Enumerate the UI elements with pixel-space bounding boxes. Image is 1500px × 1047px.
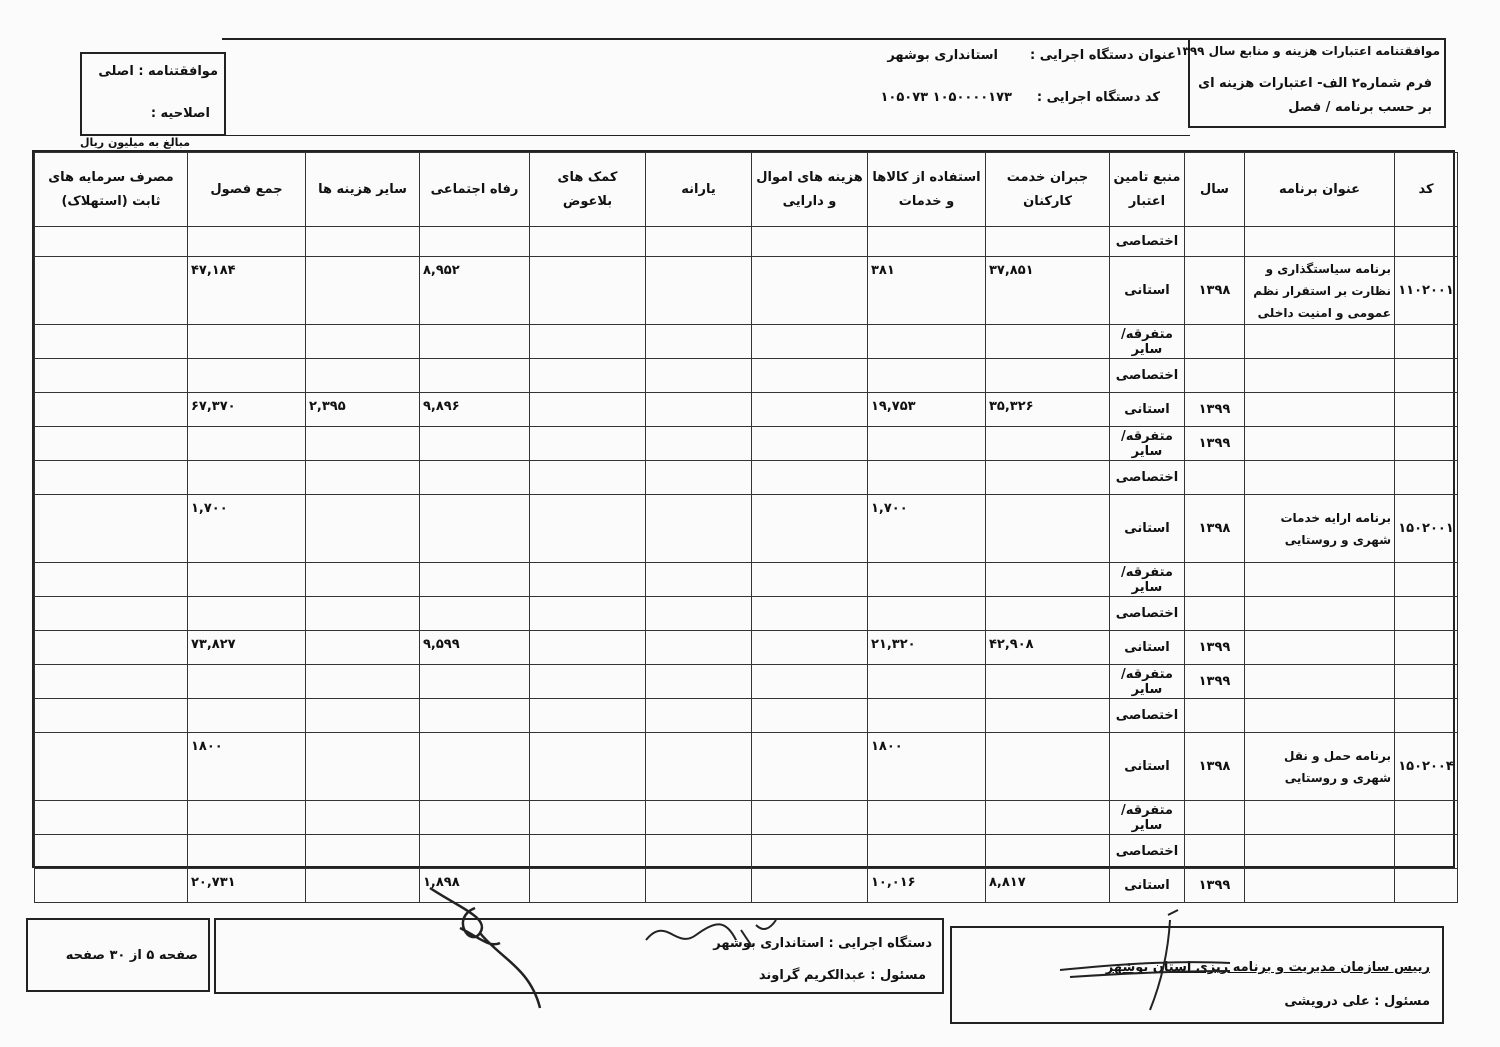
cell-other-expenses bbox=[306, 325, 420, 359]
cell-depreciation bbox=[35, 733, 188, 801]
cell-program-title bbox=[1245, 563, 1395, 597]
header-code: کد bbox=[1395, 153, 1458, 227]
table-row bbox=[35, 359, 1458, 393]
cell-other-expenses bbox=[306, 563, 420, 597]
cell-funding-source: اختصاصی bbox=[1110, 597, 1185, 631]
cell-funding-source: استانی bbox=[1110, 869, 1185, 903]
header-total: جمع فصول bbox=[188, 153, 306, 227]
cell-total bbox=[188, 597, 306, 631]
cell-social-welfare bbox=[420, 699, 530, 733]
cell-property-expenses bbox=[752, 495, 868, 563]
cell-grants bbox=[530, 393, 646, 427]
handwritten-signature-1 bbox=[420, 878, 570, 1018]
cell-other-expenses: ۲,۳۹۵ bbox=[306, 393, 420, 427]
cell-program-title: برنامه ارایه خدمات شهری و روستایی bbox=[1245, 495, 1395, 563]
cell-year: ۱۳۹۹ bbox=[1185, 393, 1245, 427]
cell-grants bbox=[530, 665, 646, 699]
cell-program-title bbox=[1245, 665, 1395, 699]
cell-total bbox=[188, 461, 306, 495]
cell-staff-compensation bbox=[986, 835, 1110, 869]
cell-property-expenses bbox=[752, 359, 868, 393]
cell-depreciation bbox=[35, 801, 188, 835]
cell-goods-services bbox=[868, 325, 986, 359]
cell-other-expenses bbox=[306, 801, 420, 835]
cell-year bbox=[1185, 563, 1245, 597]
cell-year bbox=[1185, 359, 1245, 393]
cell-code bbox=[1395, 563, 1458, 597]
cell-code bbox=[1395, 359, 1458, 393]
cell-funding-source: متفرقه/سایر bbox=[1110, 427, 1185, 461]
cell-grants bbox=[530, 427, 646, 461]
cell-subsidy bbox=[646, 733, 752, 801]
cell-staff-compensation: ۳۵,۳۲۶ bbox=[986, 393, 1110, 427]
table-row bbox=[35, 733, 1458, 801]
cell-goods-services bbox=[868, 227, 986, 257]
org-code-label: کد دستگاه اجرایی : bbox=[1036, 90, 1160, 105]
cell-code bbox=[1395, 665, 1458, 699]
header-property-expenses: هزینه های اموال و دارایی bbox=[752, 153, 868, 227]
page-number-box bbox=[26, 918, 210, 992]
cell-program-title bbox=[1245, 835, 1395, 869]
cell-grants bbox=[530, 597, 646, 631]
form-title-box bbox=[1175, 38, 1446, 128]
cell-depreciation bbox=[35, 869, 188, 903]
cell-grants bbox=[530, 227, 646, 257]
cell-subsidy bbox=[646, 665, 752, 699]
cell-year bbox=[1185, 801, 1245, 835]
page-number: صفحه ۵ از ۳۰ صفحه bbox=[65, 948, 198, 963]
cell-staff-compensation: ۸,۸۱۷ bbox=[986, 869, 1110, 903]
cell-total bbox=[188, 325, 306, 359]
table-row bbox=[35, 495, 1458, 563]
cell-total: ۷۳,۸۲۷ bbox=[188, 631, 306, 665]
planning-head-responsible: مسئول : علی درویشی bbox=[1284, 994, 1430, 1009]
cell-property-expenses bbox=[752, 801, 868, 835]
cell-other-expenses bbox=[306, 699, 420, 733]
cell-depreciation bbox=[35, 665, 188, 699]
cell-goods-services bbox=[868, 699, 986, 733]
cell-goods-services bbox=[868, 563, 986, 597]
cell-property-expenses bbox=[752, 461, 868, 495]
cell-program-title bbox=[1245, 597, 1395, 631]
cell-staff-compensation bbox=[986, 801, 1110, 835]
cell-depreciation bbox=[35, 227, 188, 257]
cell-social-welfare bbox=[420, 665, 530, 699]
cell-goods-services bbox=[868, 835, 986, 869]
cell-other-expenses bbox=[306, 495, 420, 563]
cell-property-expenses bbox=[752, 733, 868, 801]
cell-social-welfare bbox=[420, 359, 530, 393]
table-row bbox=[35, 801, 1458, 835]
cell-subsidy bbox=[646, 563, 752, 597]
cell-year bbox=[1185, 699, 1245, 733]
header-other-expenses: سایر هزینه ها bbox=[306, 153, 420, 227]
cell-program-title bbox=[1245, 699, 1395, 733]
agency-signature-box bbox=[214, 918, 944, 994]
cell-other-expenses bbox=[306, 835, 420, 869]
header-program-title: عنوان برنامه bbox=[1245, 153, 1395, 227]
cell-program-title bbox=[1245, 631, 1395, 665]
cell-social-welfare: ۹,۵۹۹ bbox=[420, 631, 530, 665]
cell-funding-source: متفرقه/سایر bbox=[1110, 563, 1185, 597]
cell-goods-services bbox=[868, 427, 986, 461]
cell-goods-services: ۳۸۱ bbox=[868, 257, 986, 325]
org-title-label: عنوان دستگاه اجرایی : bbox=[1030, 48, 1176, 63]
cell-subsidy bbox=[646, 325, 752, 359]
agreement-box bbox=[80, 52, 226, 136]
cell-property-expenses bbox=[752, 325, 868, 359]
cell-grants bbox=[530, 461, 646, 495]
cell-depreciation bbox=[35, 563, 188, 597]
cell-subsidy bbox=[646, 427, 752, 461]
cell-program-title bbox=[1245, 393, 1395, 427]
cell-total: ۱,۷۰۰ bbox=[188, 495, 306, 563]
cell-subsidy bbox=[646, 597, 752, 631]
cell-subsidy bbox=[646, 699, 752, 733]
cell-other-expenses bbox=[306, 665, 420, 699]
header-social-welfare: رفاه اجتماعی bbox=[420, 153, 530, 227]
cell-year: ۱۳۹۸ bbox=[1185, 733, 1245, 801]
cell-staff-compensation bbox=[986, 325, 1110, 359]
cell-total: ۱۸۰۰ bbox=[188, 733, 306, 801]
cell-code bbox=[1395, 393, 1458, 427]
agreement-amend: اصلاحیه : bbox=[150, 106, 210, 121]
cell-social-welfare bbox=[420, 563, 530, 597]
cell-staff-compensation bbox=[986, 665, 1110, 699]
cell-property-expenses bbox=[752, 835, 868, 869]
table-row bbox=[35, 665, 1458, 699]
cell-code: ۱۵۰۲۰۰۱ bbox=[1395, 495, 1458, 563]
cell-staff-compensation bbox=[986, 461, 1110, 495]
cell-depreciation bbox=[35, 631, 188, 665]
cell-social-welfare: ۱,۸۹۸ bbox=[420, 869, 530, 903]
cell-property-expenses bbox=[752, 665, 868, 699]
cell-grants bbox=[530, 359, 646, 393]
cell-subsidy bbox=[646, 227, 752, 257]
cell-total bbox=[188, 835, 306, 869]
cell-other-expenses bbox=[306, 733, 420, 801]
header-year: سال bbox=[1185, 153, 1245, 227]
table-row bbox=[35, 699, 1458, 733]
cell-other-expenses bbox=[306, 631, 420, 665]
agency-responsible: مسئول : عبدالکریم گراوند bbox=[758, 968, 926, 983]
header-depreciation: مصرف سرمایه های ثابت (استهلاک) bbox=[35, 153, 188, 227]
cell-grants bbox=[530, 325, 646, 359]
cell-funding-source: اختصاصی bbox=[1110, 461, 1185, 495]
cell-other-expenses bbox=[306, 597, 420, 631]
cell-funding-source: متفرقه/سایر bbox=[1110, 665, 1185, 699]
org-info-box bbox=[222, 38, 1190, 136]
cell-subsidy bbox=[646, 359, 752, 393]
cell-social-welfare: ۸,۹۵۲ bbox=[420, 257, 530, 325]
cell-funding-source: اختصاصی bbox=[1110, 227, 1185, 257]
cell-social-welfare bbox=[420, 325, 530, 359]
cell-goods-services bbox=[868, 597, 986, 631]
cell-program-title: برنامه حمل و نقل شهری و روستایی bbox=[1245, 733, 1395, 801]
cell-subsidy bbox=[646, 257, 752, 325]
table-row bbox=[35, 597, 1458, 631]
cell-goods-services: ۱۰,۰۱۶ bbox=[868, 869, 986, 903]
cell-property-expenses bbox=[752, 597, 868, 631]
cell-goods-services: ۱,۷۰۰ bbox=[868, 495, 986, 563]
cell-total bbox=[188, 227, 306, 257]
cell-subsidy bbox=[646, 835, 752, 869]
cell-year bbox=[1185, 325, 1245, 359]
cell-depreciation bbox=[35, 393, 188, 427]
table-row bbox=[35, 325, 1458, 359]
budget-table bbox=[32, 150, 1455, 893]
cell-code bbox=[1395, 227, 1458, 257]
cell-social-welfare: ۹,۸۹۶ bbox=[420, 393, 530, 427]
cell-funding-source: متفرقه/سایر bbox=[1110, 801, 1185, 835]
cell-property-expenses bbox=[752, 227, 868, 257]
cell-code bbox=[1395, 699, 1458, 733]
cell-year: ۱۳۹۹ bbox=[1185, 869, 1245, 903]
cell-program-title bbox=[1245, 359, 1395, 393]
cell-goods-services: ۲۱,۳۲۰ bbox=[868, 631, 986, 665]
cell-staff-compensation bbox=[986, 427, 1110, 461]
cell-property-expenses bbox=[752, 427, 868, 461]
cell-subsidy bbox=[646, 631, 752, 665]
cell-depreciation bbox=[35, 427, 188, 461]
cell-property-expenses bbox=[752, 563, 868, 597]
cell-property-expenses bbox=[752, 631, 868, 665]
cell-depreciation bbox=[35, 699, 188, 733]
cell-goods-services bbox=[868, 801, 986, 835]
cell-subsidy bbox=[646, 801, 752, 835]
cell-social-welfare bbox=[420, 427, 530, 461]
cell-program-title bbox=[1245, 801, 1395, 835]
cell-funding-source: استانی bbox=[1110, 257, 1185, 325]
cell-social-welfare bbox=[420, 801, 530, 835]
cell-grants bbox=[530, 699, 646, 733]
cell-program-title: برنامه سیاستگذاری و نظارت بر استقرار نظم عمومی و امنیت داخلی bbox=[1245, 257, 1395, 325]
cell-code bbox=[1395, 461, 1458, 495]
table-row bbox=[35, 631, 1458, 665]
cell-grants bbox=[530, 257, 646, 325]
cell-social-welfare bbox=[420, 461, 530, 495]
table-row bbox=[35, 563, 1458, 597]
cell-program-title bbox=[1245, 461, 1395, 495]
planning-head-label: رییس سازمان مدیریت و برنامه ریزی استان بوشهر bbox=[1105, 960, 1430, 975]
cell-funding-source: اختصاصی bbox=[1110, 835, 1185, 869]
cell-subsidy bbox=[646, 495, 752, 563]
header-staff-compensation: جبران خدمت کارکنان bbox=[986, 153, 1110, 227]
cell-other-expenses bbox=[306, 461, 420, 495]
cell-program-title bbox=[1245, 227, 1395, 257]
cell-grants bbox=[530, 801, 646, 835]
cell-goods-services bbox=[868, 359, 986, 393]
cell-program-title bbox=[1245, 427, 1395, 461]
header-subsidy: یارانه bbox=[646, 153, 752, 227]
cell-code bbox=[1395, 427, 1458, 461]
cell-other-expenses bbox=[306, 869, 420, 903]
cell-goods-services bbox=[868, 461, 986, 495]
cell-staff-compensation bbox=[986, 699, 1110, 733]
cell-funding-source: استانی bbox=[1110, 631, 1185, 665]
cell-total bbox=[188, 359, 306, 393]
cell-staff-compensation bbox=[986, 227, 1110, 257]
cell-code: ۱۵۰۲۰۰۴ bbox=[1395, 733, 1458, 801]
cell-staff-compensation: ۴۲,۹۰۸ bbox=[986, 631, 1110, 665]
cell-staff-compensation bbox=[986, 563, 1110, 597]
cell-other-expenses bbox=[306, 257, 420, 325]
cell-program-title bbox=[1245, 869, 1395, 903]
cell-year bbox=[1185, 227, 1245, 257]
cell-total bbox=[188, 699, 306, 733]
cell-total: ۴۷,۱۸۴ bbox=[188, 257, 306, 325]
cell-other-expenses bbox=[306, 427, 420, 461]
cell-year bbox=[1185, 835, 1245, 869]
cell-depreciation bbox=[35, 461, 188, 495]
cell-subsidy bbox=[646, 393, 752, 427]
cell-total bbox=[188, 563, 306, 597]
table-row bbox=[35, 869, 1458, 903]
cell-property-expenses bbox=[752, 699, 868, 733]
cell-other-expenses bbox=[306, 227, 420, 257]
cell-depreciation bbox=[35, 835, 188, 869]
form-title-line1: موافقتنامه اعتبارات هزینه و منابع سال ۱۳۹۹ bbox=[1175, 44, 1440, 58]
cell-program-title bbox=[1245, 325, 1395, 359]
cell-social-welfare bbox=[420, 835, 530, 869]
cell-code: ۱۱۰۲۰۰۱ bbox=[1395, 257, 1458, 325]
cell-subsidy bbox=[646, 461, 752, 495]
cell-depreciation bbox=[35, 495, 188, 563]
agency-signature bbox=[636, 910, 786, 960]
table-row bbox=[35, 461, 1458, 495]
cell-staff-compensation: ۳۷,۸۵۱ bbox=[986, 257, 1110, 325]
cell-total bbox=[188, 427, 306, 461]
cell-grants bbox=[530, 733, 646, 801]
table-row bbox=[35, 427, 1458, 461]
cell-staff-compensation bbox=[986, 597, 1110, 631]
cell-year: ۱۳۹۹ bbox=[1185, 665, 1245, 699]
cell-year: ۱۳۹۸ bbox=[1185, 495, 1245, 563]
cell-grants bbox=[530, 563, 646, 597]
cell-funding-source: استانی bbox=[1110, 495, 1185, 563]
cell-property-expenses bbox=[752, 257, 868, 325]
table-row bbox=[35, 227, 1458, 257]
cell-year: ۱۳۹۹ bbox=[1185, 427, 1245, 461]
header-goods-services: استفاده از کالاها و خدمات bbox=[868, 153, 986, 227]
cell-depreciation bbox=[35, 597, 188, 631]
table-header-row bbox=[35, 153, 1458, 227]
form-title-line2: فرم شماره۲ الف- اعتبارات هزینه ای bbox=[1198, 76, 1432, 91]
cell-total bbox=[188, 665, 306, 699]
org-code-value: ۱۰۵۰۰۰۰۱۷۳ ۱۰۵۰۷۳ bbox=[880, 90, 1012, 105]
cell-code bbox=[1395, 835, 1458, 869]
cell-depreciation bbox=[35, 359, 188, 393]
table-row bbox=[35, 257, 1458, 325]
cell-code bbox=[1395, 597, 1458, 631]
cell-goods-services bbox=[868, 665, 986, 699]
org-title-value: استانداری بوشهر bbox=[887, 48, 998, 63]
cell-property-expenses bbox=[752, 393, 868, 427]
cell-funding-source: استانی bbox=[1110, 393, 1185, 427]
cell-code bbox=[1395, 631, 1458, 665]
cell-social-welfare bbox=[420, 733, 530, 801]
cell-year bbox=[1185, 461, 1245, 495]
header-funding-source: منبع تامین اعتبار bbox=[1110, 153, 1185, 227]
cell-code bbox=[1395, 325, 1458, 359]
cell-depreciation bbox=[35, 325, 188, 359]
cell-social-welfare bbox=[420, 597, 530, 631]
cell-funding-source: استانی bbox=[1110, 733, 1185, 801]
handwritten-signature-2 bbox=[1050, 905, 1240, 1015]
cell-other-expenses bbox=[306, 359, 420, 393]
agreement-original: موافقتنامه : اصلی bbox=[98, 64, 218, 79]
cell-funding-source: اختصاصی bbox=[1110, 699, 1185, 733]
agency-label: دستگاه اجرایی : استانداری بوشهر bbox=[713, 936, 932, 951]
cell-property-expenses bbox=[752, 869, 868, 903]
cell-year: ۱۳۹۹ bbox=[1185, 631, 1245, 665]
table-row bbox=[35, 393, 1458, 427]
form-title-line3: بر حسب برنامه / فصل bbox=[1288, 100, 1432, 115]
cell-staff-compensation bbox=[986, 495, 1110, 563]
cell-total bbox=[188, 801, 306, 835]
cell-goods-services: ۱۹,۷۵۳ bbox=[868, 393, 986, 427]
cell-funding-source: اختصاصی bbox=[1110, 359, 1185, 393]
header-grants: کمک های بلاعوض bbox=[530, 153, 646, 227]
cell-year: ۱۳۹۸ bbox=[1185, 257, 1245, 325]
cell-total: ۲۰,۷۳۱ bbox=[188, 869, 306, 903]
cell-social-welfare bbox=[420, 495, 530, 563]
cell-depreciation bbox=[35, 257, 188, 325]
cell-staff-compensation bbox=[986, 733, 1110, 801]
cell-grants bbox=[530, 495, 646, 563]
cell-total: ۶۷,۳۷۰ bbox=[188, 393, 306, 427]
cell-grants bbox=[530, 631, 646, 665]
cell-code bbox=[1395, 869, 1458, 903]
cell-social-welfare bbox=[420, 227, 530, 257]
cell-grants bbox=[530, 835, 646, 869]
cell-code bbox=[1395, 801, 1458, 835]
cell-year bbox=[1185, 597, 1245, 631]
table-row bbox=[35, 835, 1458, 869]
cell-funding-source: متفرقه/سایر bbox=[1110, 325, 1185, 359]
cell-staff-compensation bbox=[986, 359, 1110, 393]
cell-goods-services: ۱۸۰۰ bbox=[868, 733, 986, 801]
units-note: مبالغ به میلیون ریال bbox=[80, 136, 191, 149]
cell-subsidy bbox=[646, 869, 752, 903]
